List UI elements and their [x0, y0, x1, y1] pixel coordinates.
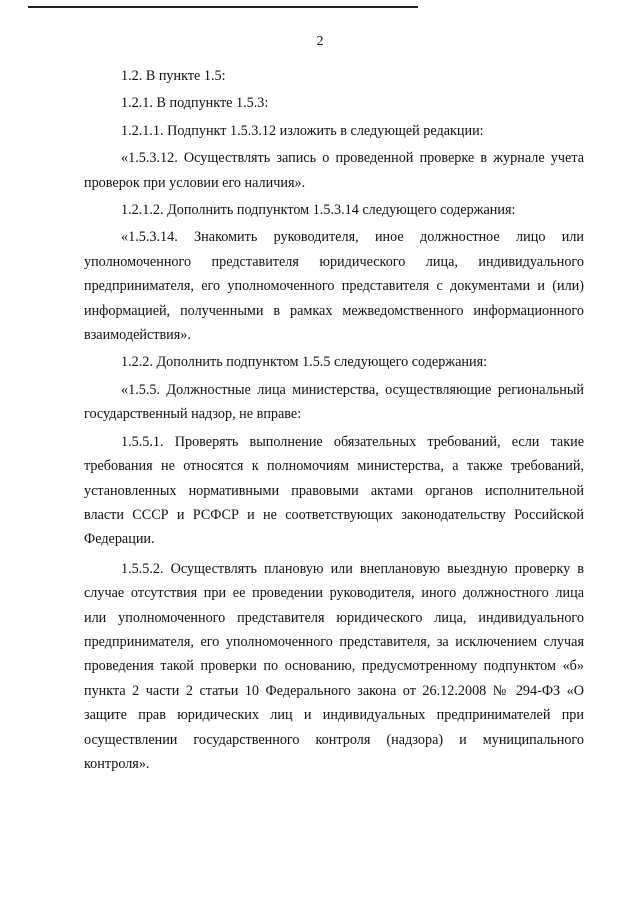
- document-body: [84, 64, 584, 776]
- top-rule: [28, 6, 418, 8]
- paragraph-1-2-1-2: 1.2.1.2. Дополнить подпунктом 1.5.3.14 следующего содержания:: [121, 202, 516, 219]
- paragraph-quote-1-5-3-12: «1.5.3.12. Осуществлять запись о проведенной проверке в журнале учета проверок при условии его наличия».: [84, 150, 584, 191]
- paragraph-1-5-5-1: 1.5.5.1. Проверять выполнение обязательных требований, если такие требования не относятся к полномочиям министерства, а также требований, установленных нормативными правовыми актами органов исполнительной власти СССР и РСФСР и не соответствующих законодательству Российской Федерации.: [84, 433, 584, 548]
- paragraph-quote-1-5-5: «1.5.5. Должностные лица министерства, осуществляющие региональный государственный надзор, не вправе:: [84, 381, 584, 423]
- paragraph-1-2-2: 1.2.2. Дополнить подпунктом 1.5.5 следующего содержания:: [121, 354, 488, 371]
- page-number: 2: [316, 34, 324, 49]
- paragraph-1-2: 1.2. В пункте 1.5:: [121, 68, 226, 84]
- paragraph-1-2-1-1: 1.2.1.1. Подпункт 1.5.3.12 изложить в следующей редакции:: [121, 122, 484, 139]
- paragraph-1-2-1: 1.2.1. В подпункте 1.5.3:: [121, 95, 269, 112]
- paragraph-1-5-5-2: 1.5.5.2. Осуществлять плановую или внеплановую выездную проверку в случае отсутствия при ее проведении руководителя, иного должностного лица или уполномоченного представителя юридического лица, индивидуального предпринимателя, его уполномоченного представителя, за исключением случая проведения такой проверки по основанию, предусмотренному подпунктом «б» пункта 2 части 2 статьи 10 Федерального закона от 26.12.2008 № 294-ФЗ «О защите прав юридических лиц и индивидуальных предпринимателей при осуществлении государственного контроля (надзора) и муниципального контроля».: [84, 560, 584, 772]
- paragraph-quote-1-5-3-14: «1.5.3.14. Знакомить руководителя, иное должностное лицо или уполномоченного представителя юридического лица, индивидуального предпринимателя, его уполномоченного представителя с документами и (или) информацией, полученными в рамках межведомственного информационного взаимодействия».: [84, 229, 584, 344]
